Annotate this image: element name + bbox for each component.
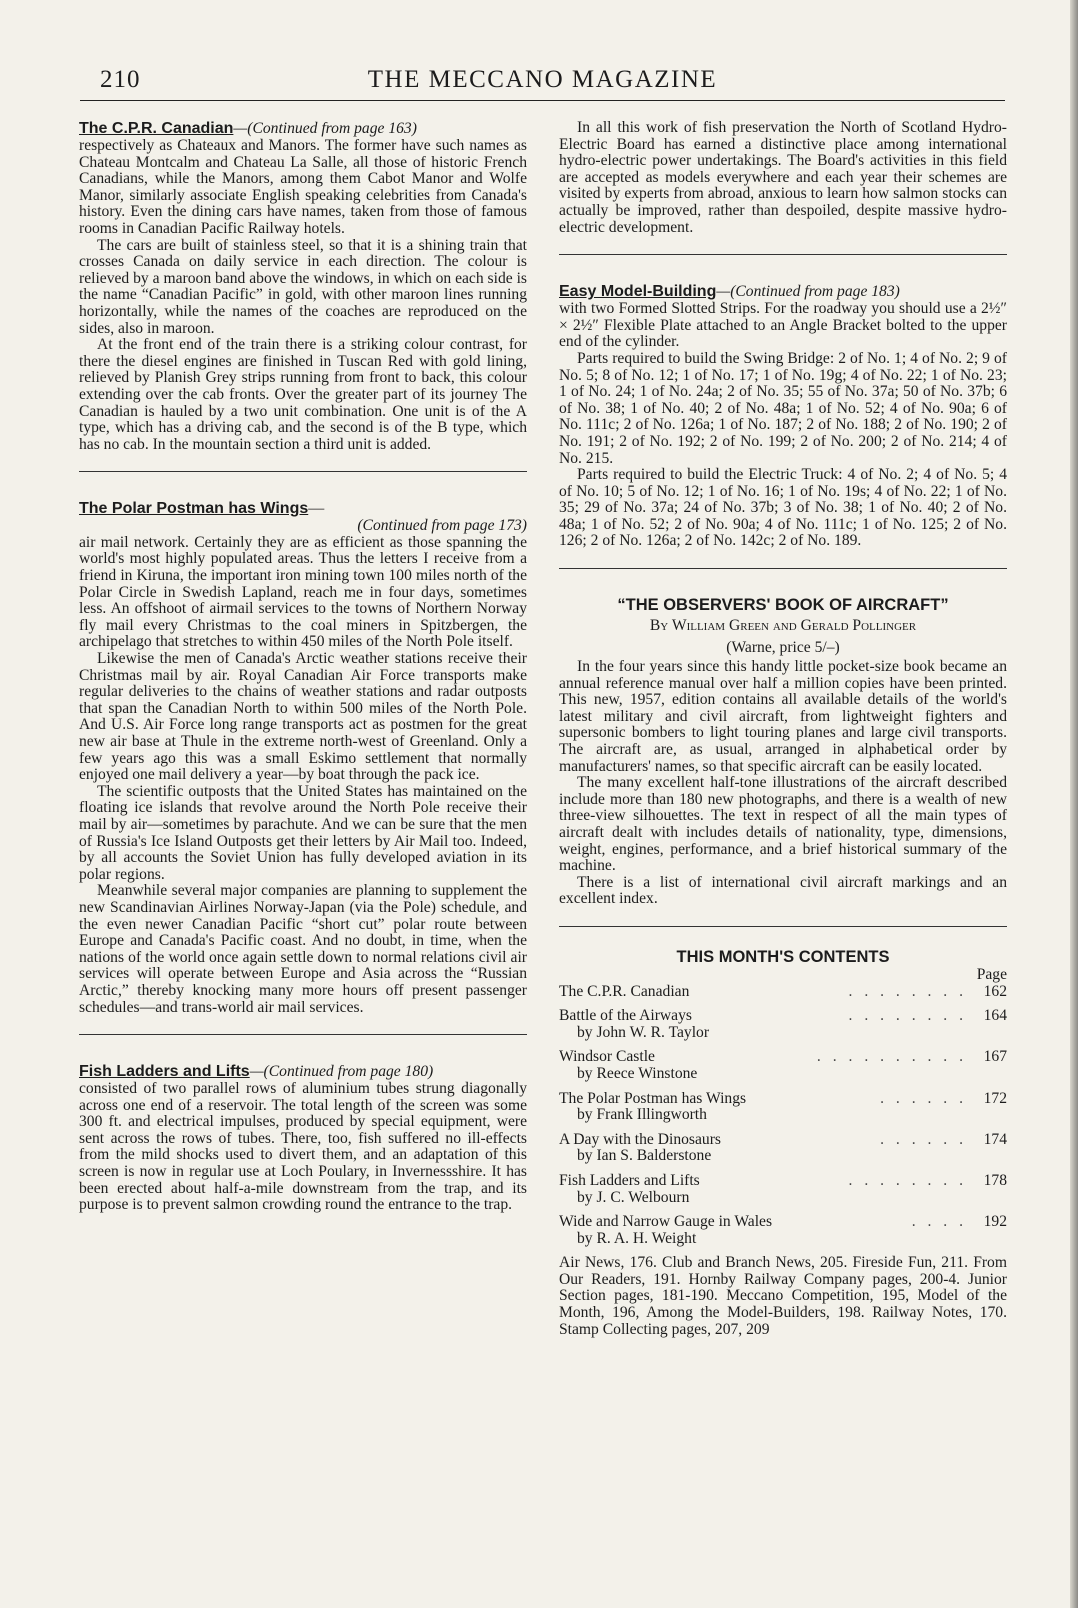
polar-dash: — — [308, 500, 325, 518]
left-column — [79, 120, 527, 1214]
cpr-title: The C.P.R. Canadian — [79, 120, 234, 137]
book-review-title: “THE OBSERVERS' BOOK OF AIRCRAFT” — [617, 596, 949, 615]
contents-item — [559, 1091, 1007, 1124]
contents-item-title: The Polar Postman has Wings — [559, 1089, 747, 1107]
polar-heading — [79, 500, 527, 518]
contents-page-label: Page — [976, 965, 1007, 983]
contents-item-leader: . . . . — [911, 1214, 967, 1231]
book-paragraph-2: The many excellent half-tone illustrations of the aircraft described include more than 180 new photographs, and there is a wealth of new three-view silhouettes. The text in respect of all the main types of aircraft dealt with includes details of nationality, type, dimensions, weight, engines, performance, and a brief historical summary of the machine. — [559, 774, 1007, 875]
contents-misc-index: Air News, 176. Club and Branch News, 205. Fireside Fun, 211. From Our Readers, 191. Hornby Railway Company pages, 200-4. Junior Section pages, 181-190. Meccano Competition, 195, Model of the Month, 196, Among the Model-Builders, 198. Railway Notes, 170. Stamp Collecting pages, 207, 209 — [559, 1254, 1007, 1338]
right-column — [559, 120, 1007, 1338]
contents-item-page: 167 — [983, 1048, 1007, 1066]
header-rule — [80, 100, 1005, 101]
contents-item-title: A Day with the Dinosaurs — [559, 1130, 721, 1148]
contents-item — [559, 1049, 1007, 1082]
polar-paragraph-2: Likewise the men of Canada's Arctic weather stations receive their Christmas mail by air. Royal Canadian Air Force transports make regular deliveries to the chains of weather stations and radar outposts that span the Canadian North to within 500 miles of the North Pole. And U.S. Air Force long range transports act as postmen for the great new air base at Thule in the extreme north-west of Greenland. Only a few years ago this was a small Eskimo settlement that normally enjoyed one mail delivery a year—by boat through the pack ice. — [79, 650, 527, 784]
contents-item-page: 192 — [983, 1213, 1007, 1231]
contents-item-leader: . . . . . . . . — [848, 1008, 967, 1025]
contents-item-page: 172 — [983, 1089, 1007, 1107]
easy-heading — [559, 283, 1007, 301]
contents-item-leader: . . . . . . . . — [848, 983, 967, 1000]
contents-item — [559, 1008, 1007, 1041]
fish-continued: —(Continued from page 180) — [249, 1063, 434, 1081]
fish-heading — [79, 1063, 527, 1081]
contents-item — [559, 1214, 1007, 1247]
fish-paragraph-1: consisted of two parallel rows of aluminium tubes strung diagonally across one end of a reservoir. The total length of the screen was some 300 ft. and electrical impulses, produced by special equipment, were sent across the rows of tubes. There, too, fish suffered no ill-effects from the mild shocks used to divert them, and an adaptation of this screen is now in regular use at Loch Poulary, in Invernessshire. It has been erected about half-a-mile downstream from the trap, and its purpose is to prevent salmon crowding round the entrance to the trap. — [79, 1080, 527, 1214]
easy-paragraph-3: Parts required to build the Electric Truck: 4 of No. 2; 4 of No. 5; 4 of No. 10; 5 of No. 12; 1 of No. 16; 1 of No. 19s; 4 of No. 22; 1 of No. 35; 29 of No. 37a; 24 of No. 37b; 3 of No. 38; 1 of No. 40; 2 of No. 48a; 1 of No. 52; 2 of No. 90a; 4 of No. 111c; 1 of No. 125; 2 of No. 126; 2 of No. 126a; 2 of No. 142c; 2 of No. 189. — [559, 466, 1007, 550]
contents-item-author: by John W. R. Taylor — [577, 1023, 710, 1041]
contents-item-title: Fish Ladders and Lifts — [559, 1171, 700, 1189]
magazine-title: THE MECCANO MAGAZINE — [367, 66, 718, 93]
cpr-paragraph-2: The cars are built of stainless steel, so that it is a shining train that crosses Canada on daily service in each direction. The colour is relieved by a maroon band above the windows, in which on each side is the name “Canadian Pacific” in gold, with other maroon lines running horizontally, while the names of the coaches are reproduced on the sides, also in maroon. — [79, 236, 527, 337]
easy-title: Easy Model-Building — [559, 283, 717, 301]
polar-paragraph-1: air mail network. Certainly they are as efficient as those spanning the world's most highly populated areas. Thus the letters I receive from a friend in Kiruna, the important iron mining town 100 miles north of the Polar Circle in Swedish Lapland, reach me in four days, sometimes less. An offshoot of airmail services to the towns of Northern Norway fly mail every Christmas to the coal miners in Spitzbergen, the archipelago that stretches to within 450 miles of the North Pole itself. — [79, 533, 527, 651]
easy-paragraph-1: with two Formed Slotted Strips. For the roadway you should use a 2½″ × 2½″ Flexible Plate attached to an Angle Bracket bolted to the upper end of the cylinder. — [559, 300, 1007, 351]
contents-item-author: by R. A. H. Weight — [577, 1229, 697, 1247]
polar-title: The Polar Postman has Wings — [79, 500, 309, 518]
contents-item-leader: . . . . . . — [880, 1131, 967, 1148]
contents-item-page: 174 — [983, 1130, 1007, 1148]
contents-item-title: The C.P.R. Canadian — [559, 982, 690, 1000]
contents-item-page: 178 — [983, 1171, 1007, 1189]
polar-paragraph-3: The scientific outposts that the United States has maintained on the floating ice islands that revolve around the North Pole receive their mail by air—sometimes by parachute. And we can be sure that the men of Russia's Ice Island Outposts get their letters by Air Mail too. Indeed, by all accounts the Soviet Union has fully developed aviation in its polar regions. — [79, 782, 527, 883]
book-review-byline: By William Green and Gerald Pollinger — [649, 617, 917, 635]
easy-paragraph-2: Parts required to build the Swing Bridge: 2 of No. 1; 4 of No. 2; 9 of No. 5; 8 of No. 12; 1 of No. 17; 1 of No. 19g; 4 of No. 22; 1 of No. 23; 1 of No. 24; 1 of No. 24a; 2 of No. 35; 55 of No. 37a; 50 of No. 37b; 6 of No. 38; 1 of No. 40; 2 of No. 48a; 1 of No. 52; 4 of No. 90a; 6 of No. 111c; 2 of No. 126a; 1 of No. 187; 2 of No. 188; 2 of No. 190; 2 of No. 191; 2 of No. 192; 2 of No. 199; 2 of No. 200; 2 of No. 214; 4 of No. 215. — [559, 349, 1007, 467]
book-paragraph-1: In the four years since this handy little pocket-size book became an annual reference manual over half a million copies have been printed. This new, 1957, edition contains all available details of the world's latest military and civil aircraft, from lightweight fighters and supersonic bombers to light touring planes and large civil transports. The aircraft are, as usual, arranged in alphabetical order by manufacturers' names, so that specific aircraft can be easily located. — [559, 658, 1007, 775]
contents-item-author: by Frank Illingworth — [577, 1106, 707, 1124]
cpr-paragraph-3: At the front end of the train there is a striking colour contrast, for there the diesel engines are finished in Tuscan Red with gold lining, relieved by Planish Grey strips running from front to back, this colour extending over the cab fronts. Over the greater part of its journey The Canadian is hauled by a two unit combination. One unit is of the A type, which has a driving cab, and the second is of the B type, which has no cab. In the mountain section a third unit is added. — [79, 336, 527, 453]
page-edge-shadow — [1070, 0, 1078, 1608]
page-number: 210 — [100, 66, 141, 93]
contents-item-title: Wide and Narrow Gauge in Wales — [559, 1213, 773, 1231]
contents-item-page: 162 — [983, 982, 1007, 1000]
contents-item-title: Battle of the Airways — [559, 1007, 692, 1025]
contents-item — [559, 984, 1007, 1001]
book-paragraph-3: There is a list of international civil aircraft markings and an excellent index. — [559, 873, 1007, 908]
easy-continued: —(Continued from page 183) — [716, 283, 900, 301]
cpr-paragraph-1: respectively as Chateaux and Manors. The former have such names as Chateau Montcalm and Chateau La Salle, all those of historic French Canadians, while the Manors, among them Cabot Manor and Wolfe Manor, similarly associate English speaking celebrities from Canada's history. Even the dining cars have names, taken from those of famous rooms in Canadian Pacific Railway hotels. — [79, 137, 527, 237]
contents-item-author: by J. C. Welbourn — [577, 1188, 690, 1206]
page-header — [80, 66, 1005, 100]
contents-item-leader: . . . . . . . . — [848, 1172, 967, 1189]
polar-continued: (Continued from page 173) — [357, 517, 527, 535]
contents-item-author: by Ian S. Balderstone — [577, 1147, 712, 1165]
book-review-price: (Warne, price 5/–) — [726, 639, 840, 657]
contents-item-leader: . . . . . . . . . . — [816, 1049, 967, 1066]
contents-item-page: 164 — [983, 1007, 1007, 1025]
contents-item-leader: . . . . . . — [880, 1090, 967, 1107]
contents-item-title: Windsor Castle — [559, 1048, 655, 1066]
contents-item-author: by Reece Winstone — [577, 1064, 698, 1082]
contents-list — [559, 984, 1007, 1248]
cpr-heading — [79, 120, 527, 138]
contents-item — [559, 1173, 1007, 1206]
fish-title: Fish Ladders and Lifts — [79, 1063, 250, 1081]
cpr-continued: —(Continued from page 163) — [233, 120, 417, 137]
contents-item — [559, 1132, 1007, 1165]
fish-cont-paragraph: In all this work of fish preservation the North of Scotland Hydro-Electric Board has earned a distinctive place among international hydro-electric power undertakings. The Board's activities in this field are accepted as models everywhere and each year their schemes are visited by experts from abroad, anxious to learn how salmon stocks can actually be improved, rather than despoiled, despite massive hydro-electric development. — [559, 119, 1007, 236]
contents-title: THIS MONTH'S CONTENTS — [676, 947, 890, 966]
polar-paragraph-4: Meanwhile several major companies are planning to supplement the new Scandinavian Airlines Norway-Japan (via the Pole) schedule, and the even newer Canadian Pacific “short cut” polar route between Europe and Canada's Pacific coast. And no doubt, in time, when the nations of the world once again settle down to normal relations civil air services will operate between Europe and Asia across the “Russian Arctic,” thereby knocking many more hours off present passenger schedules—and trans-world air mail services. — [79, 882, 527, 1016]
